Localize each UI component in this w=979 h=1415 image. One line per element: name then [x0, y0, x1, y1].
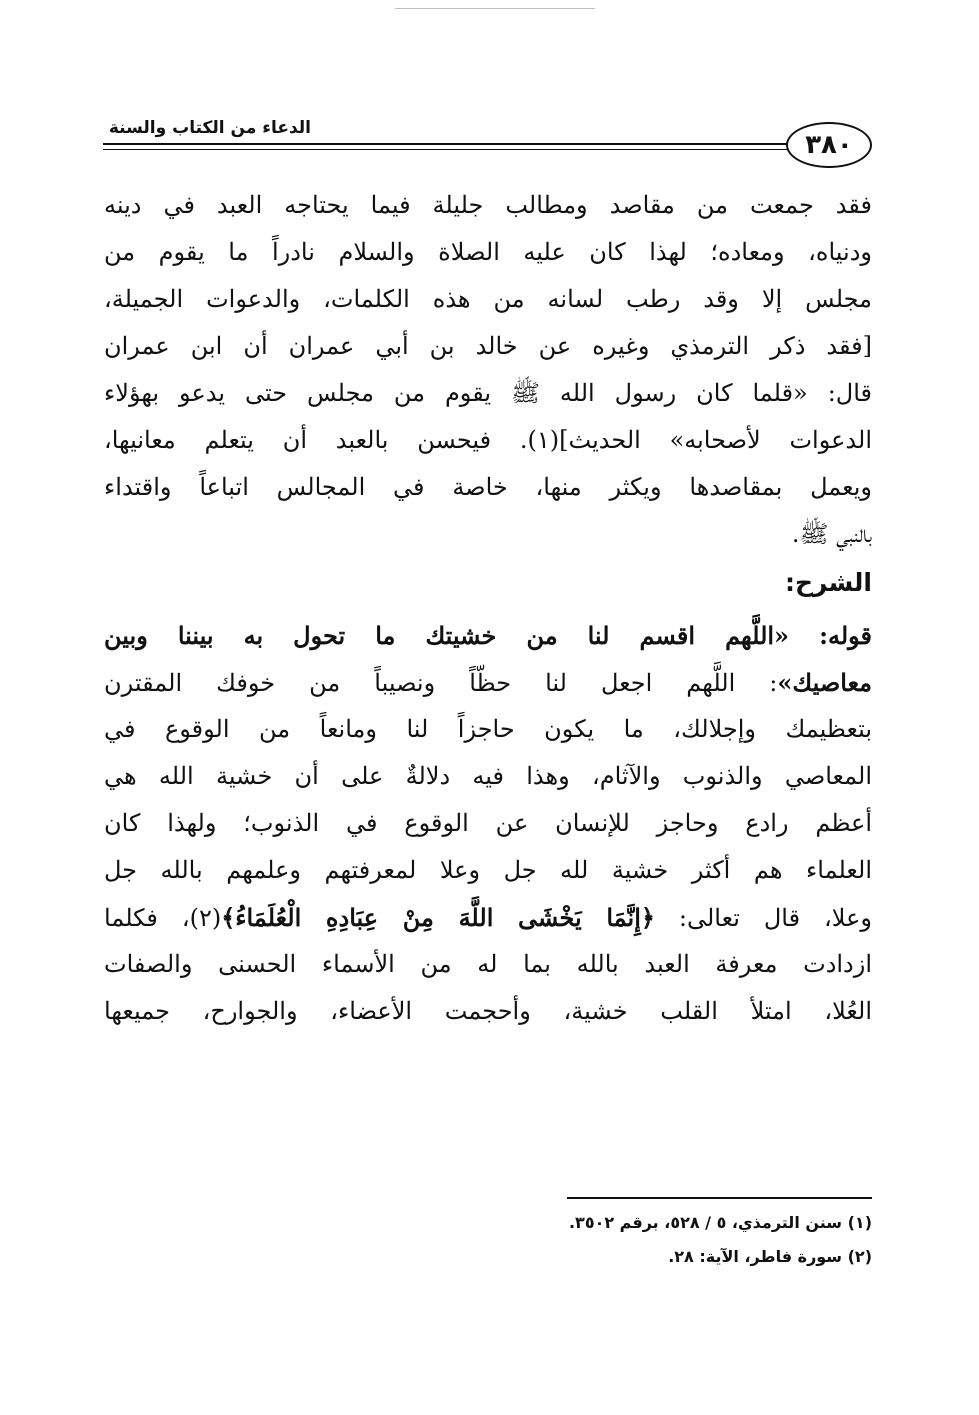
page-number: ٣٨٠: [786, 122, 872, 168]
text-segment: : اللَّهم اجعل لنا حظّاً ونصيباً من خوفك المقترن: [104, 669, 778, 697]
text-line: مجلس إلا وقد رطب لسانه من هذه الكلمات، والدعوات الجميلة،: [104, 285, 872, 313]
text-segment: وعلا، قال تعالى:: [654, 904, 872, 932]
text-line: [فقد ذكر الترمذي وغيره عن خالد بن أبي عمران أن ابن عمران: [104, 332, 872, 360]
text-line: بتعظيمك وإجلالك، ما يكون حاجزاً لنا ومانعاً من الوقوع في: [104, 715, 872, 743]
text-line: المعاصي والذنوب والآثام، وهذا فيه دلالةٌ على أن خشية الله هي: [104, 762, 872, 790]
text-line: [104, 659, 872, 706]
top-rule: [395, 8, 595, 9]
footnote-rule: [567, 1197, 872, 1199]
text-line: [104, 894, 872, 941]
text-line: العلماء هم أكثر خشية لله جل وعلا لمعرفتهم وعلمهم بالله جل: [104, 856, 872, 884]
header-rule-thick: [103, 143, 787, 145]
text-line: فقد جمعت من مقاصد ومطالب جليلة فيما يحتاجه العبد في دينه: [104, 191, 872, 219]
footnote: (١) سنن الترمذي، ٥ / ٥٢٨، برقم ٣٥٠٢.: [568, 1213, 872, 1232]
section-heading: الشرح:: [785, 568, 872, 597]
text-line: قال: «قلما كان رسول الله ﷺ يقوم من مجلس حتى يدعو بهؤلاء: [104, 379, 872, 407]
body-text: [104, 182, 872, 1035]
text-line: ودنياه، ومعاده؛ لهذا كان عليه الصلاة والسلام نادراً ما يقوم من: [104, 238, 872, 266]
text-segment: (٢)، فكلما: [104, 904, 222, 932]
text-line: بالنبي ﷺ.: [791, 520, 872, 548]
text-line: ويعمل بمقاصدها ويكثر منها، خاصة في المجالس اتباعاً واقتداء: [104, 473, 872, 501]
header-rule-thin: [103, 149, 787, 150]
quoted-dua-line: قوله: «اللَّهم اقسم لنا من خشيتك ما تحول به بيننا وبين: [104, 621, 872, 650]
text-line: العُلا، امتلأ القلب خشية، وأحجمت الأعضاء، والجوارح، جميعها: [104, 997, 872, 1025]
text-line: الدعوات لأصحابه» الحديث](١). فيحسن بالعبد أن يتعلم معانيها،: [104, 426, 872, 454]
text-line: ازدادت معرفة العبد بالله بما له من الأسماء الحسنى والصفات: [104, 950, 872, 978]
running-header-title: الدعاء من الكتاب والسنة: [108, 118, 311, 138]
quran-verse: ﴿إِنَّمَا يَخْشَى اللَّهَ مِنْ عِبَادِهِ الْعُلَمَاءُ﴾: [221, 903, 655, 932]
footnote: (٢) سورة فاطر، الآية: ٢٨.: [668, 1247, 872, 1266]
footnotes: [569, 1206, 872, 1274]
text-line: أعظم رادع وحاجز للإنسان عن الوقوع في الذنوب؛ ولهذا كان: [104, 809, 872, 837]
quoted-dua-end: معاصيك»: [777, 668, 872, 697]
